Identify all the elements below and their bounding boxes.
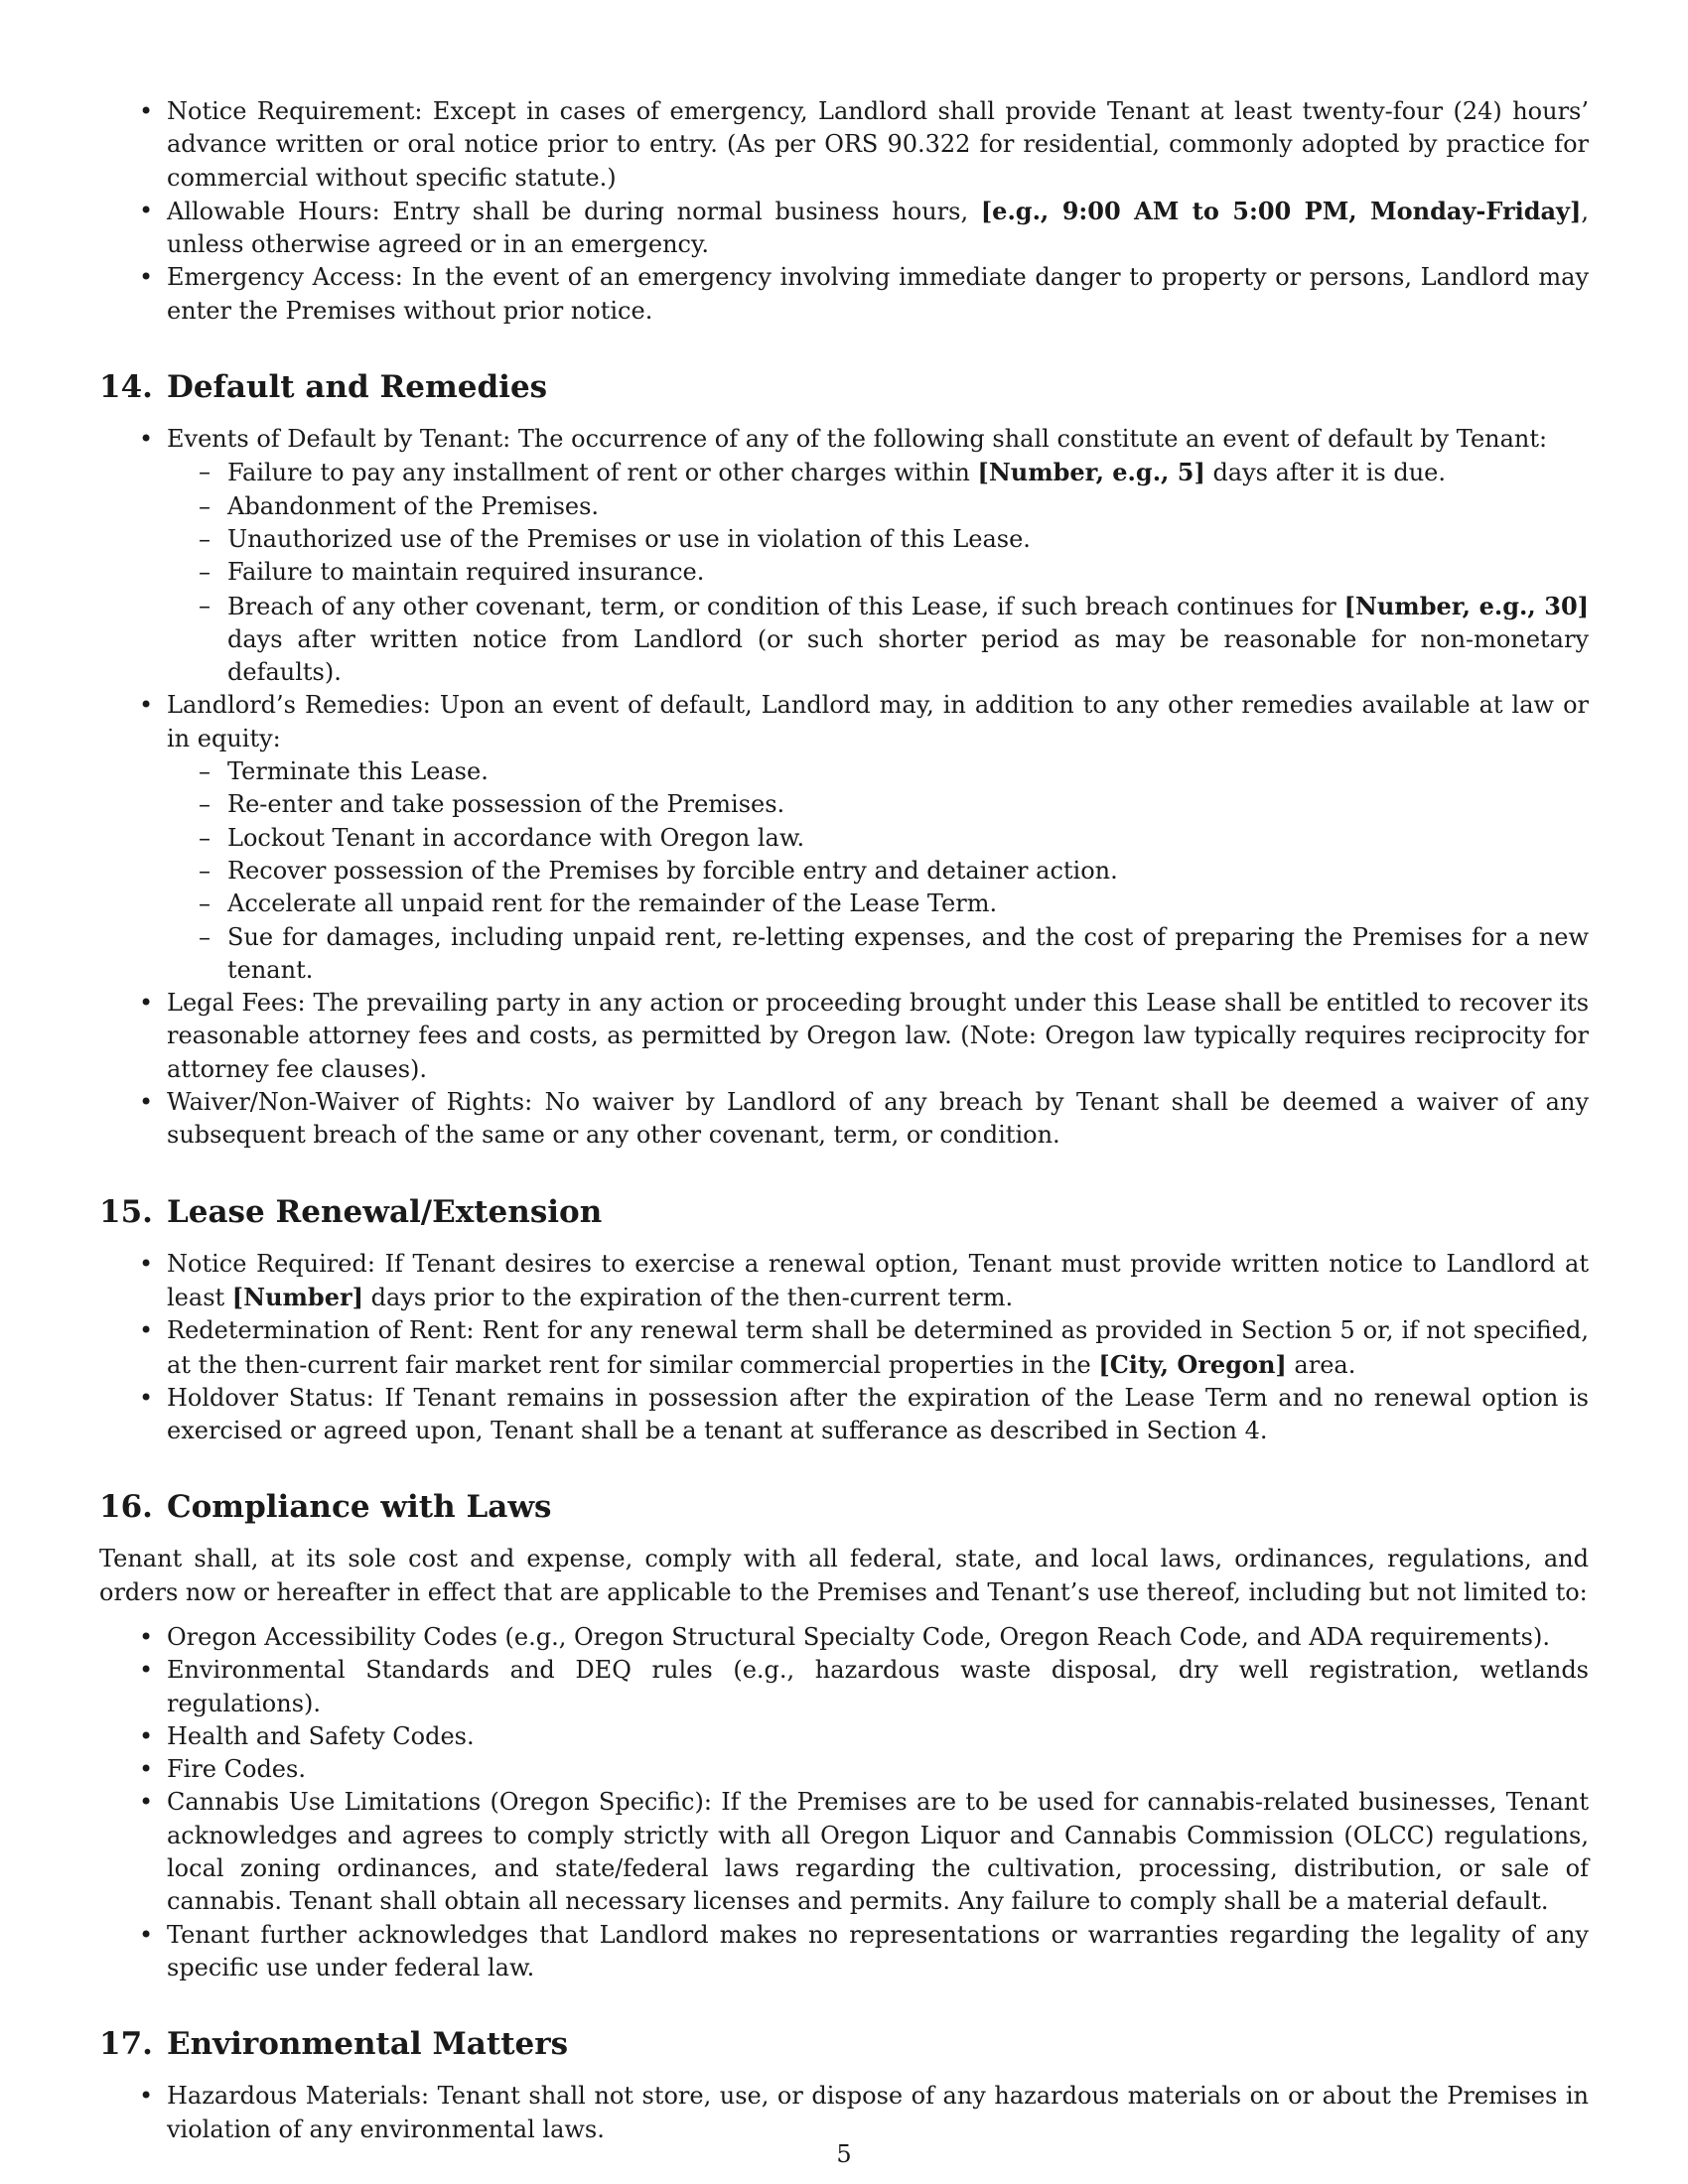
item-text: days prior to the expiration of the then-current term. (362, 1283, 1014, 1311)
item-label: Allowable Hours: (167, 197, 380, 225)
section-heading-14 (99, 367, 1589, 407)
item-text: Except in cases of emergency, Landlord shall provide Tenant at least twenty-four (24) hours’ advance written or oral notice prior to entry. (As per ORS 90.322 for residential, commonly adopted by practice for commercial without specific statute.) (167, 97, 1589, 192)
section-heading-15 (99, 1192, 1589, 1232)
item-text: Abandonment of the Premises. (227, 491, 600, 520)
item-label: Landlord’s Remedies: (167, 691, 431, 720)
item-text: Entry shall be during normal business hours, (392, 197, 981, 225)
item-text: Failure to maintain required insurance. (227, 558, 705, 587)
placeholder-text: [Number, e.g., 30] (1343, 591, 1589, 620)
item-label: Emergency Access: (167, 263, 403, 292)
item-text: Rent for any renewal term shall be determined as provided in Section 5 or, if not specified, at the then-current fair market rent for similar commercial properties in the (167, 1316, 1589, 1379)
section-title: Default and Remedies (166, 369, 548, 406)
section-13-list (99, 95, 1589, 328)
document-page (99, 95, 1589, 2146)
section-intro-paragraph: Tenant shall, at its sole cost and expense, comply with all federal, state, and local laws, ordinances, regulations, and orders now or hereafter in effect that are applicable to the Premises and Tenant’s use thereof, including but not limited to: (99, 1545, 1589, 1606)
list-item: • Environmental Standards and DEQ rules (e.g., hazardous waste disposal, dry well registration, wetlands regulations). (99, 1654, 1589, 1720)
item-text: The occurrence of any of the following shall constitute an event of default by Tenant: (517, 425, 1548, 454)
item-label: Events of Default by Tenant: (167, 425, 511, 454)
section-17-list (99, 2080, 1589, 2146)
section-heading-16 (99, 1487, 1589, 1527)
section-number: 14. (99, 369, 153, 406)
sub-list-item: – Terminate this Lease. (167, 755, 1589, 788)
placeholder-text: [City, Oregon] (1098, 1349, 1287, 1379)
item-text: Breach of any other covenant, term, or condition of this Lease, if such breach continues for (227, 592, 1344, 620)
placeholder-text: [Number, e.g., 5] (977, 458, 1205, 487)
placeholder-text: [Number] (231, 1282, 363, 1311)
list-item (99, 1086, 1589, 1153)
item-text: Unauthorized use of the Premises or use in violation of this Lease. (227, 524, 1031, 553)
sub-list-item (167, 456, 1589, 489)
sub-list-item: – Sue for damages, including unpaid rent, re-letting expenses, and the cost of preparing the Premises for a new tenant. (167, 921, 1589, 988)
item-label: Notice Requirement: (167, 97, 423, 125)
list-item: • Oregon Accessibility Codes (e.g., Oregon Structural Specialty Code, Oregon Reach Code, and ADA requirements). (99, 1621, 1589, 1654)
list-item (99, 987, 1589, 1086)
list-item (99, 2080, 1589, 2146)
list-item: • Tenant further acknowledges that Landlord makes no representations or warranties regarding the legality of any specific use under federal law. (99, 1919, 1589, 1985)
list-item (99, 95, 1589, 195)
list-item: • Fire Codes. (99, 1753, 1589, 1786)
item-text: area. (1286, 1350, 1356, 1379)
list-item (99, 689, 1589, 987)
section-title: Compliance with Laws (166, 1489, 552, 1526)
page-number: 5 (836, 2140, 852, 2168)
list-item (99, 1248, 1589, 1315)
sub-list-item: – Accelerate all unpaid rent for the remainder of the Lease Term. (167, 887, 1589, 920)
section-title: Lease Renewal/Extension (166, 1193, 603, 1230)
item-label: Legal Fees: (167, 989, 306, 1018)
item-text: days after written notice from Landlord (or such shorter period as may be reasonable for non-monetary defaults). (227, 624, 1589, 687)
sub-list-item: – Recover possession of the Premises by forcible entry and detainer action. (167, 855, 1589, 887)
item-text: In the event of an emergency involving immediate danger to property or persons, Landlord may enter the Premises without prior notice. (167, 263, 1590, 325)
item-text: Failure to pay any installment of rent or other charges within (227, 459, 978, 487)
remedies-list (167, 755, 1589, 987)
section-15-list (99, 1248, 1589, 1448)
list-item (99, 1382, 1589, 1448)
sub-list-item: – Re-enter and take possession of the Premises. (167, 788, 1589, 821)
item-label: Notice Required: (167, 1249, 375, 1278)
list-item (99, 1786, 1589, 1918)
item-text: , unless otherwise agreed or in an emergency. (167, 197, 1589, 259)
list-item: • Health and Safety Codes. (99, 1720, 1589, 1753)
sub-list-item (167, 556, 1589, 589)
item-label: Hazardous Materials: (167, 2082, 430, 2111)
list-item (99, 423, 1589, 689)
item-text: days after it is due. (1204, 459, 1446, 487)
item-text: The prevailing party in any action or proceeding brought under this Lease shall be entitled to recover its reasonable attorney fees and costs, as permitted by Oregon law. (Note: Oregon law typically requires reciprocity for attorney fee clauses). (167, 989, 1590, 1083)
section-number: 16. (99, 1489, 153, 1526)
item-label: Redetermination of Rent: (167, 1316, 475, 1345)
sub-list-item: – Lockout Tenant in accordance with Oregon law. (167, 822, 1589, 855)
item-text: No waiver by Landlord of any breach by Tenant shall be deemed a waiver of any subsequent breach of the same or any other covenant, term, or condition. (167, 1088, 1590, 1150)
section-title: Environmental Matters (166, 2026, 569, 2063)
default-events-list (167, 456, 1589, 689)
section-16-list (99, 1621, 1589, 1984)
item-label: Cannabis Use Limitations (Oregon Specific): (167, 1788, 712, 1817)
list-item (99, 195, 1589, 262)
item-text: If Tenant remains in possession after the expiration of the Lease Term and no renewal option is exercised or agreed upon, Tenant shall be a tenant at sufferance as described in Section 4. (167, 1383, 1589, 1445)
item-label: Waiver/Non-Waiver of Rights: (167, 1088, 533, 1117)
section-14-list (99, 423, 1589, 1153)
section-heading-17 (99, 2024, 1589, 2064)
item-text: Upon an event of default, Landlord may, in addition to any other remedies available at law or in equity: (167, 691, 1589, 752)
item-label: Holdover Status: (167, 1383, 374, 1412)
item-text: Tenant shall not store, use, or dispose of any hazardous materials on or about the Premises in violation of any environmental laws. (167, 2082, 1589, 2143)
list-item (99, 261, 1589, 328)
list-item (99, 1314, 1589, 1382)
item-text: If the Premises are to be used for cannabis-related businesses, Tenant acknowledges and agrees to comply strictly with all Oregon Liquor and Cannabis Commission (OLCC) regulations, local zoning ordinances, and state/federal laws regarding the cultivation, processing, distribution, or sale of cannabis. Tenant shall obtain all necessary licenses and permits. Any failure to comply shall be a material default. (167, 1788, 1589, 1916)
section-number: 15. (99, 1193, 153, 1230)
sub-list-item (167, 590, 1589, 690)
item-text: If Tenant desires to exercise a renewal option, Tenant must provide written notice to Landlord at least (167, 1249, 1590, 1311)
section-number: 17. (99, 2026, 153, 2063)
sub-list-item (167, 523, 1589, 556)
sub-list-item (167, 490, 1589, 523)
placeholder-text: [e.g., 9:00 AM to 5:00 PM, Monday-Friday] (980, 196, 1582, 225)
